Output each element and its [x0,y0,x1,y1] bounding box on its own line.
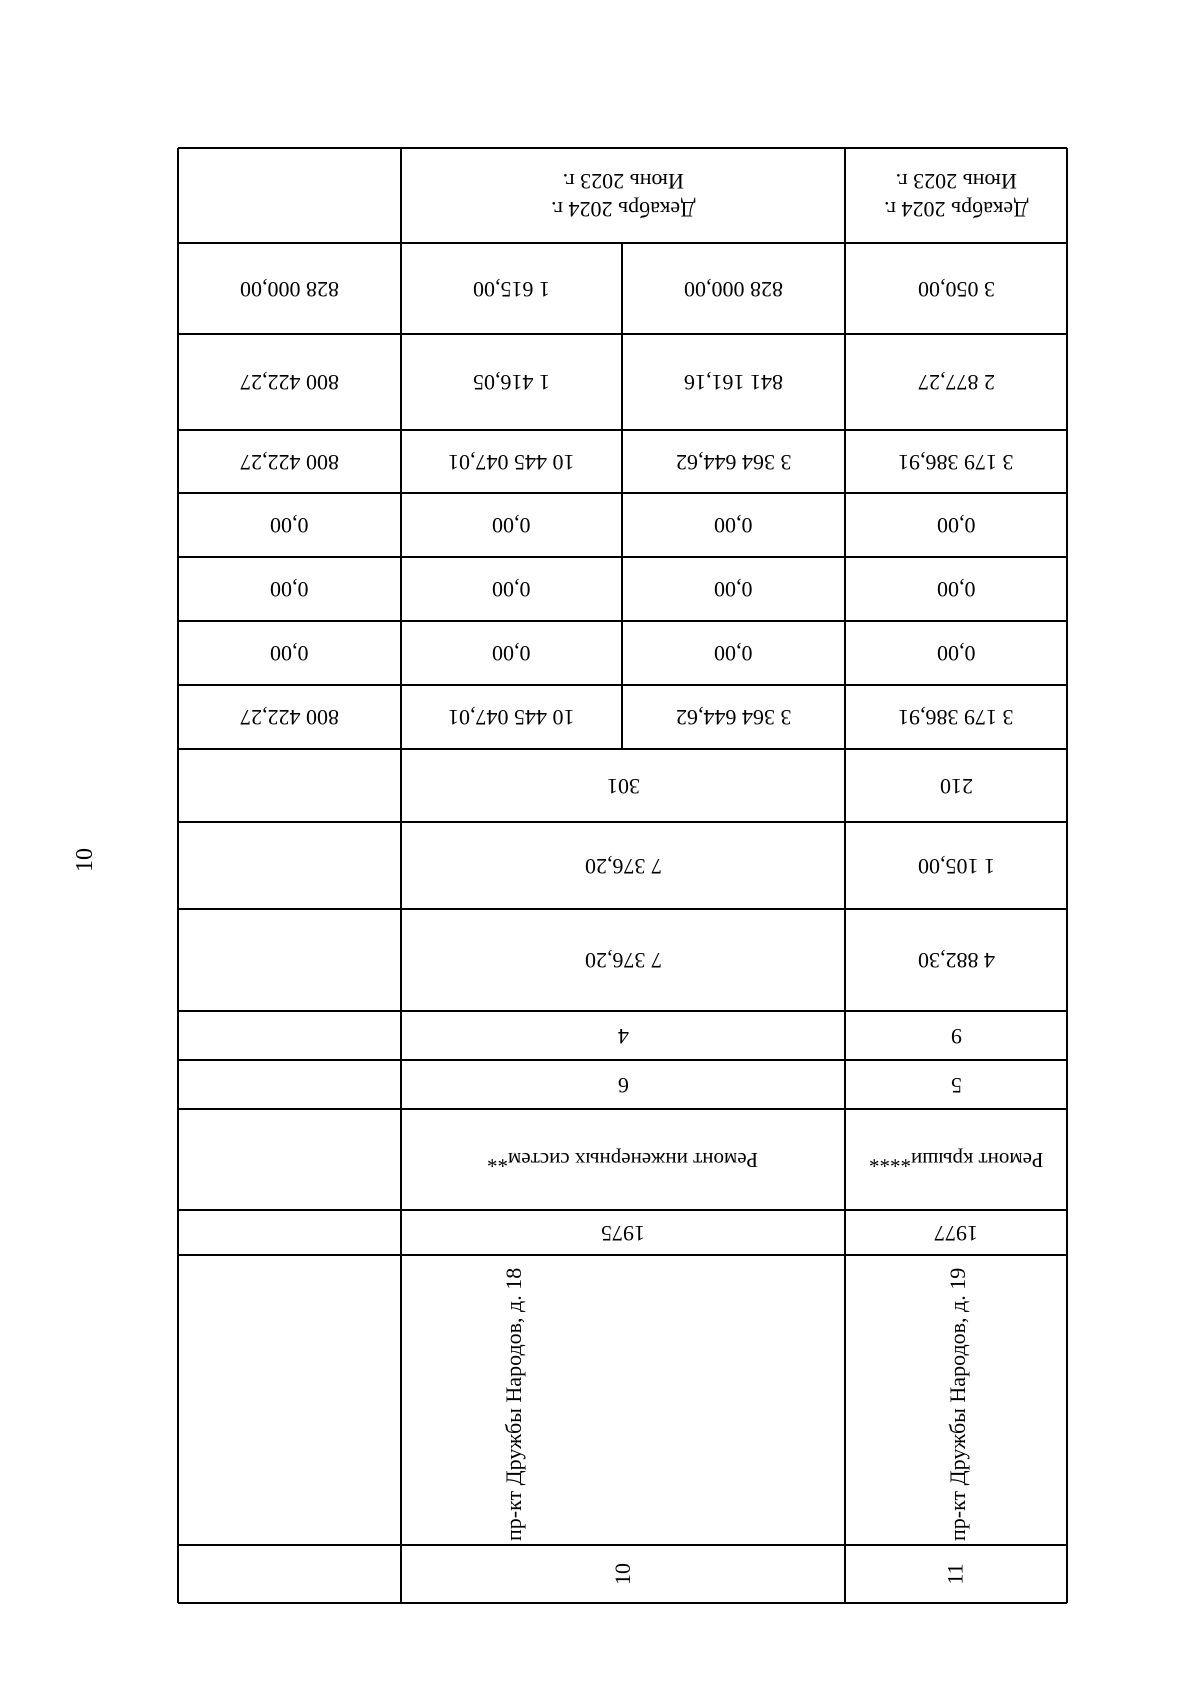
address-10 [401,1255,845,1545]
row-number-10 [401,1545,845,1603]
cost-c10-11 [845,685,1067,749]
work-type-11 [845,1109,1067,1210]
work-type-11-text: Ремонт крыши**** [868,1148,1044,1172]
cost-c10-11-text: 3 179 386,91 [898,705,1014,730]
cost-c14-extra [178,430,401,493]
cost-c12-10b [622,557,845,621]
cost-c11-extra [178,621,401,685]
cost-c15-extra [178,334,401,430]
address-10-text: пр-кт Дружбы Народов, д. 18 [501,1267,526,1541]
cost-c14-10a [401,430,622,493]
period-cell-11-line: Декабрь 2024 г. [883,197,1029,222]
cost-c13-extra [178,493,401,557]
address-11-text: пр-кт Дружбы Народов, д. 19 [945,1267,970,1541]
cost-c11-10a [401,621,622,685]
cost-c12-11 [845,557,1067,621]
year-11 [845,1210,1067,1255]
period-cell-10-text [551,168,695,223]
entrances-10-text: 4 [617,1023,629,1049]
cost-c12-11-text: 0,00 [936,577,976,602]
area-total-10-text: 7 376,20 [584,948,662,973]
period-cell-11-line: Июнь 2023 г. [895,169,1017,195]
address-11 [845,1255,1067,1545]
residents-10-text: 301 [606,773,640,799]
cost-c16-extra [178,243,401,334]
entrances-11-text: 9 [950,1023,962,1049]
cost-c10-10b [622,685,845,749]
cost-c10-10a [401,685,622,749]
area-10 [401,822,845,909]
floors-11-text: 5 [950,1072,962,1098]
area-total-10 [401,909,845,1011]
cost-c16-10b-text: 828 000,00 [684,276,783,302]
entrances-10 [401,1011,845,1060]
cost-c13-11-text: 0,00 [936,513,976,538]
work-type-10 [401,1109,845,1210]
cost-c11-extra-text: 0,00 [270,641,309,666]
floors-10-text: 6 [617,1072,629,1098]
area-total-11-text: 4 882,30 [917,948,995,973]
year-10 [401,1210,845,1255]
cost-c14-11 [845,430,1067,493]
cost-c14-10b-text: 3 364 644,62 [675,449,792,475]
floors-10 [401,1060,845,1109]
cost-c15-10b [622,334,845,430]
cost-c12-10a-text: 0,00 [492,577,531,602]
work-type-10-text: Ремонт инженерных систем** [487,1148,759,1172]
entrances-11 [845,1011,1067,1060]
cost-c12-extra [178,557,401,621]
cost-c11-10b-text: 0,00 [714,641,753,666]
cost-c12-10b-text: 0,00 [714,577,753,602]
floors-11 [845,1060,1067,1109]
cost-c14-11-text: 3 179 386,91 [898,449,1014,475]
cost-c13-extra-text: 0,00 [270,513,309,538]
row-number-11 [845,1545,1067,1603]
cost-c15-11 [845,334,1067,430]
period-cell-11 [845,148,1067,243]
period-cell-11-text [884,168,1028,223]
cost-c15-10a-text: 1 416,05 [473,370,550,395]
area-total-11 [845,909,1067,1011]
area-11-text: 1 105,00 [917,853,995,879]
cost-c15-extra-text: 800 422,27 [240,370,339,395]
area-11 [845,822,1067,909]
cost-c14-10a-text: 10 445 047,01 [448,449,575,475]
cost-c13-10b [622,493,845,557]
residents-11 [845,749,1067,822]
cost-c12-extra-text: 0,00 [270,577,309,602]
cost-c16-11-text: 3 050,00 [917,276,995,302]
cost-c12-10a [401,557,622,621]
period-cell-10-line: Июнь 2023 г. [562,169,684,195]
cost-c16-10a [401,243,622,334]
cost-c15-11-text: 2 877,27 [917,370,995,395]
page-number: 10 [72,848,98,872]
year-10-text: 1975 [601,1220,645,1246]
cost-c10-extra [178,685,401,749]
cost-c10-10a-text: 10 445 047,01 [448,705,575,730]
cost-c14-extra-text: 800 422,27 [240,449,339,475]
period-cell-10-line: Декабрь 2024 г. [550,197,696,222]
grid-line [621,685,623,749]
cost-c13-10a [401,493,622,557]
cost-c13-11 [845,493,1067,557]
cost-c16-extra-text: 828 000,00 [240,276,339,302]
cost-c10-10b-text: 3 364 644,62 [675,705,792,730]
area-10-text: 7 376,20 [584,853,662,879]
cost-c14-10b [622,430,845,493]
row-number-11-text: 11 [943,1563,968,1585]
residents-11-text: 210 [939,773,973,799]
cost-c10-extra-text: 800 422,27 [240,705,339,730]
year-11-text: 1977 [934,1220,978,1246]
cost-c11-11-text: 0,00 [936,641,976,666]
cost-c16-10b [622,243,845,334]
cost-c11-11 [845,621,1067,685]
cost-c13-10b-text: 0,00 [714,513,753,538]
cost-c15-10b-text: 841 161,16 [684,370,783,395]
cost-c16-11 [845,243,1067,334]
cost-c15-10a [401,334,622,430]
cost-c11-10a-text: 0,00 [492,641,531,666]
period-cell-10 [401,148,845,243]
cost-c16-10a-text: 1 615,00 [473,276,550,302]
row-number-10-text: 10 [610,1563,635,1585]
cost-c11-10b [622,621,845,685]
cost-c13-10a-text: 0,00 [492,513,531,538]
residents-10 [401,749,845,822]
